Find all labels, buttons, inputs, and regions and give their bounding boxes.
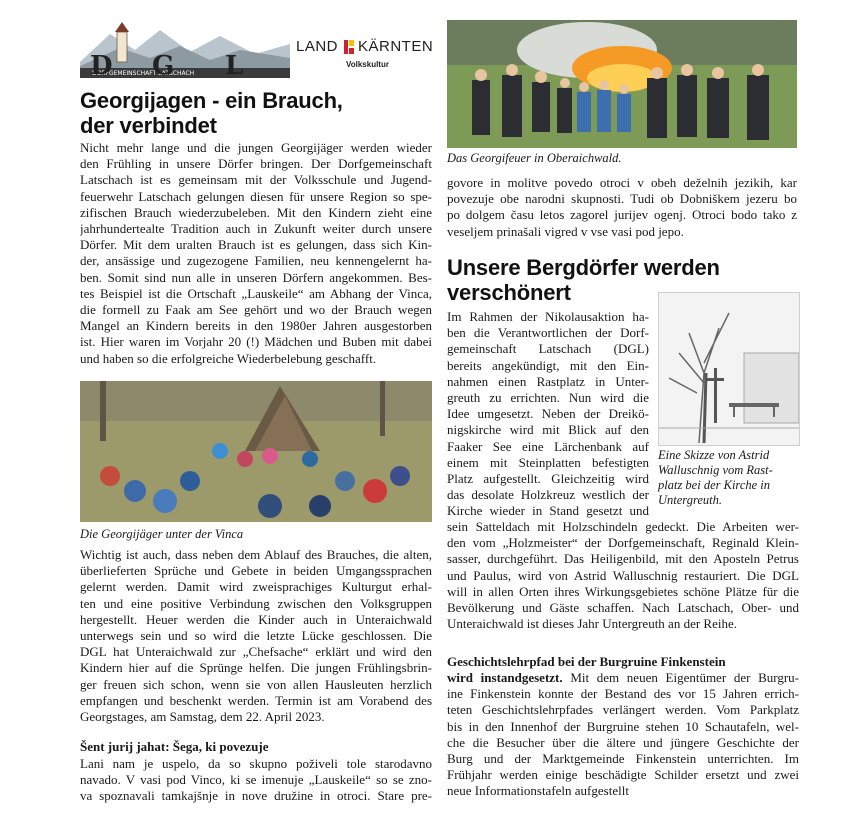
text-line: ben die Verantwortlichen der Dorf-	[447, 325, 649, 341]
sub-heading-line1: Geschichtslehrpfad bei der Burgruine Finkenstein	[447, 654, 726, 669]
logo-letter-d: D	[90, 51, 113, 78]
sketch-caption-line: platz bei der Kirche in	[658, 478, 771, 492]
text-line: unterwegs sein und so wird die letzte Lücke geschlossen. Die	[80, 628, 432, 644]
text-line: ger freuen sich schon, wenn sie von allen Hausleuten herzlich	[80, 676, 432, 692]
text-line: den Frühling in unsere Dörfer bringen. Der Dorfgemeinschaft	[80, 156, 432, 172]
text-line: die formell zu Faak am See gehört und wo der Brauch wegen	[80, 302, 432, 318]
sub-article	[447, 654, 799, 800]
text-line: Nicht mehr lange und die jungen Georgijäger werden wieder	[80, 140, 432, 155]
text-line: va spoznavali tamkajšnje in nove družine in otroci. Stare pre-	[80, 788, 432, 804]
text-line: Platz aufgestellt. Gleichzeitig wird	[447, 471, 649, 487]
sketch-caption-line: Walluschnig vom Rast-	[658, 463, 773, 477]
text-line: gelernt werden. Damit wird zweisprachiges Kulturgut erhal-	[80, 579, 432, 595]
carinthia-flag-icon	[344, 40, 354, 54]
article2-title-line2: verschönert	[447, 280, 571, 305]
text-line: ist. Hier waren im Vorjahr 20 (!) Mädchen und Buben mit dabei	[80, 334, 432, 350]
text-line: sasser, durchgeführt. Das Heiligenbild, mit den Aposteln Petrus	[447, 551, 799, 567]
article1-title	[80, 88, 430, 138]
slovene-text-continued	[447, 175, 797, 240]
text-line: ine Finkenstein konnte der Bestand des vor 15 Jahren errich-	[447, 686, 799, 702]
text-line: überlieferten Sprüche und Gebete in beiden Umgangssprachen	[80, 563, 432, 579]
sketch-caption-line: Untergreuth.	[658, 493, 722, 507]
photo-georgifeuer-caption: Das Georgifeuer in Oberaichwald.	[447, 151, 622, 165]
text-line: Mangel an Kindern bereits in den 1980er Jahren ausgestorben	[80, 318, 432, 334]
text-line: greuth zu errichten. Nun wird die	[447, 390, 649, 406]
dgl-logo	[80, 22, 290, 78]
text-line: Wichtig ist auch, dass neben dem Ablauf des Brauches, die alten,	[80, 547, 432, 562]
text-line: hergestellt. Heuer werden die Kinder auch in Unteraichwald	[80, 611, 432, 627]
text-line: che die Besucher über die ältere und jüngere Geschichte der	[447, 734, 799, 750]
text-line: jahrhundertealte Tradition auch in Zukunft weiter durch unsere	[80, 221, 432, 237]
text-line: Burg und der Marktgemeinde Finkenstein unterrichten. Im	[447, 751, 799, 767]
text-line: govore in molitve povedo otroci v obeh deželnih jezikih, kar	[447, 175, 797, 190]
photo-georgifeuer	[447, 20, 797, 148]
text-line: tes Beispiel ist die Ortschaft „Lauskeile“ am Abhang der Vinca,	[80, 285, 432, 301]
text-line: ben. Somit sind nun alle in unseren Dörfern angekommen. Bes-	[80, 269, 432, 285]
text-line: po dolgem času letos zagorel jurijev ogenj. Otroci bodo tako z	[447, 207, 797, 223]
sketch-rastplatz	[658, 292, 800, 446]
text-line: gemeinschaft Latschach (DGL)	[447, 341, 649, 357]
text-line: zifischen Brauch wiederzubeleben. Mit den Kindern zieht eine	[80, 204, 432, 220]
article1-title-line1: Georgijagen - ein Brauch,	[80, 88, 343, 113]
photo-georgijaeger-caption: Die Georgijäger unter der Vinca	[80, 527, 244, 541]
text-line: teten Geschichtslehrpfades verlängert werden. Vom Parkplatz	[447, 702, 799, 718]
text-line: Dörfer. Mit dem uralten Brauch ist es gelungen, dass sich Kin-	[80, 237, 432, 253]
sub-article-body	[447, 686, 799, 799]
text-line: der, ansässige und zugezogene Familien, neu kennengelernt ha-	[80, 253, 432, 269]
text-line: Georgstages, am Samstag, dem 22. April 2023.	[80, 709, 325, 725]
text-line: Lani nam je uspelo, da so skupno poživeli tole starodavno	[80, 756, 432, 771]
sketch-caption	[658, 448, 798, 508]
article2-body-narrow	[447, 309, 649, 520]
text-line: bereits angekündigt, mit den Ein-	[447, 357, 649, 373]
text-line: und haben so die erfolgreiche Wiederbelebung geschafft.	[80, 350, 377, 366]
slovene-text	[80, 756, 432, 805]
text-line: Unteraichwald ist dieses Jahr Untergreuth an der Reihe.	[447, 616, 737, 632]
logo-letter-g: G	[152, 51, 175, 78]
sub-heading-line2: wird instandgesetzt.	[447, 670, 563, 685]
logo-land-word: LAND	[296, 38, 339, 55]
text-line: nigskirche wird mit Blick auf den	[447, 422, 649, 438]
text-line: veseljem prinašali vigred v vse vasi pod jepo.	[447, 223, 684, 239]
text-line: nahmen einen Rastplatz in Unter-	[447, 373, 649, 389]
text-line: will in allen Orten ihres Wirkungsgebietes schöne Plätze für die	[447, 583, 799, 599]
text-line: und Paulus, wird von Astrid Walluschnig restauriert. Die DGL	[447, 567, 799, 583]
article1-body-part2	[80, 547, 432, 725]
text-line: sein Satteldach mit Holzschindeln gedeckt. Die Arbeiten wer-	[447, 519, 799, 534]
sub-heading-line2-row	[447, 670, 799, 686]
text-line: Bevölkerung und Gäste schaffen. Nach Latschach, Ober- und	[447, 600, 799, 616]
slovene-heading: Šent jurij jahat: Šega, ki povezuje	[80, 739, 269, 754]
text-line: feuerwehr Latschach gelungen diesen für unsere Region so spe-	[80, 188, 432, 204]
text-line: einem mit Steinplatten befestigten	[447, 454, 649, 470]
text-line: Kirche wieder in Stand gesetzt und	[447, 503, 649, 519]
text-line: DGL hat Unteraichwald zur „Chefsache“ erklärt und wird den	[80, 644, 432, 660]
text-line: povezuje obe narodni skupnosti. Tudi ob Dobniškem jezeru bo	[447, 191, 797, 207]
land-kaernten-logo	[296, 36, 436, 78]
sub-first-line: Mit dem neuen Eigentümer der Burgru-	[570, 670, 800, 685]
text-line: Im Rahmen der Nikolausaktion ha-	[447, 309, 649, 324]
article1-body	[80, 140, 432, 367]
article2-body-wide	[447, 519, 799, 632]
text-line: den vom „Holzmeister“ der Dorfgemeinschaft, Reginald Klein-	[447, 535, 799, 551]
text-line: Idee umgesetzt. Neben der Dreikö-	[447, 406, 649, 422]
text-line: empfangen und beschenkt werden. Termin ist am Vorabend des	[80, 692, 432, 708]
text-line: Faaker See eine Lärchenbank auf	[447, 438, 649, 454]
photo-georgijaeger	[80, 381, 432, 522]
text-line: neue Informationstafeln aufgestellt	[447, 783, 629, 799]
text-line: Kindern hier auf die Sprünge helfen. Die jungen Frühlingsbrin-	[80, 660, 432, 676]
text-line: Latschach ist es gemeinsam mit der Volksschule und Jugend-	[80, 172, 432, 188]
sketch-caption-line: Eine Skizze von Astrid	[658, 448, 770, 462]
text-line: navado. V vasi pod Vinco, ki se imenuje „Lauskeile“ so se zno-	[80, 772, 432, 788]
logo-strip-text: DORFGEMEINSCHAFT LATSCHACH	[92, 70, 195, 77]
text-line: das desolate Holzkreuz westlich der	[447, 487, 649, 503]
text-line: Frühjahr werden einige beschädigte Schilder ersetzt und zwei	[447, 767, 799, 783]
logo-letter-l: L	[225, 51, 244, 78]
article1-title-line2: der verbindet	[80, 113, 217, 138]
logo-kaernten-word: KÄRNTEN	[358, 38, 434, 55]
text-line: ten und eine positive Verbindung zwischen den Volksgruppen	[80, 595, 432, 611]
article2-title-line1: Unsere Bergdörfer werden	[447, 255, 720, 280]
text-line: bis in den Innenhof der Burgruine stehen 10 Schautafeln, wel-	[447, 718, 799, 734]
logo-volkskultur: Volkskultur	[346, 60, 389, 69]
